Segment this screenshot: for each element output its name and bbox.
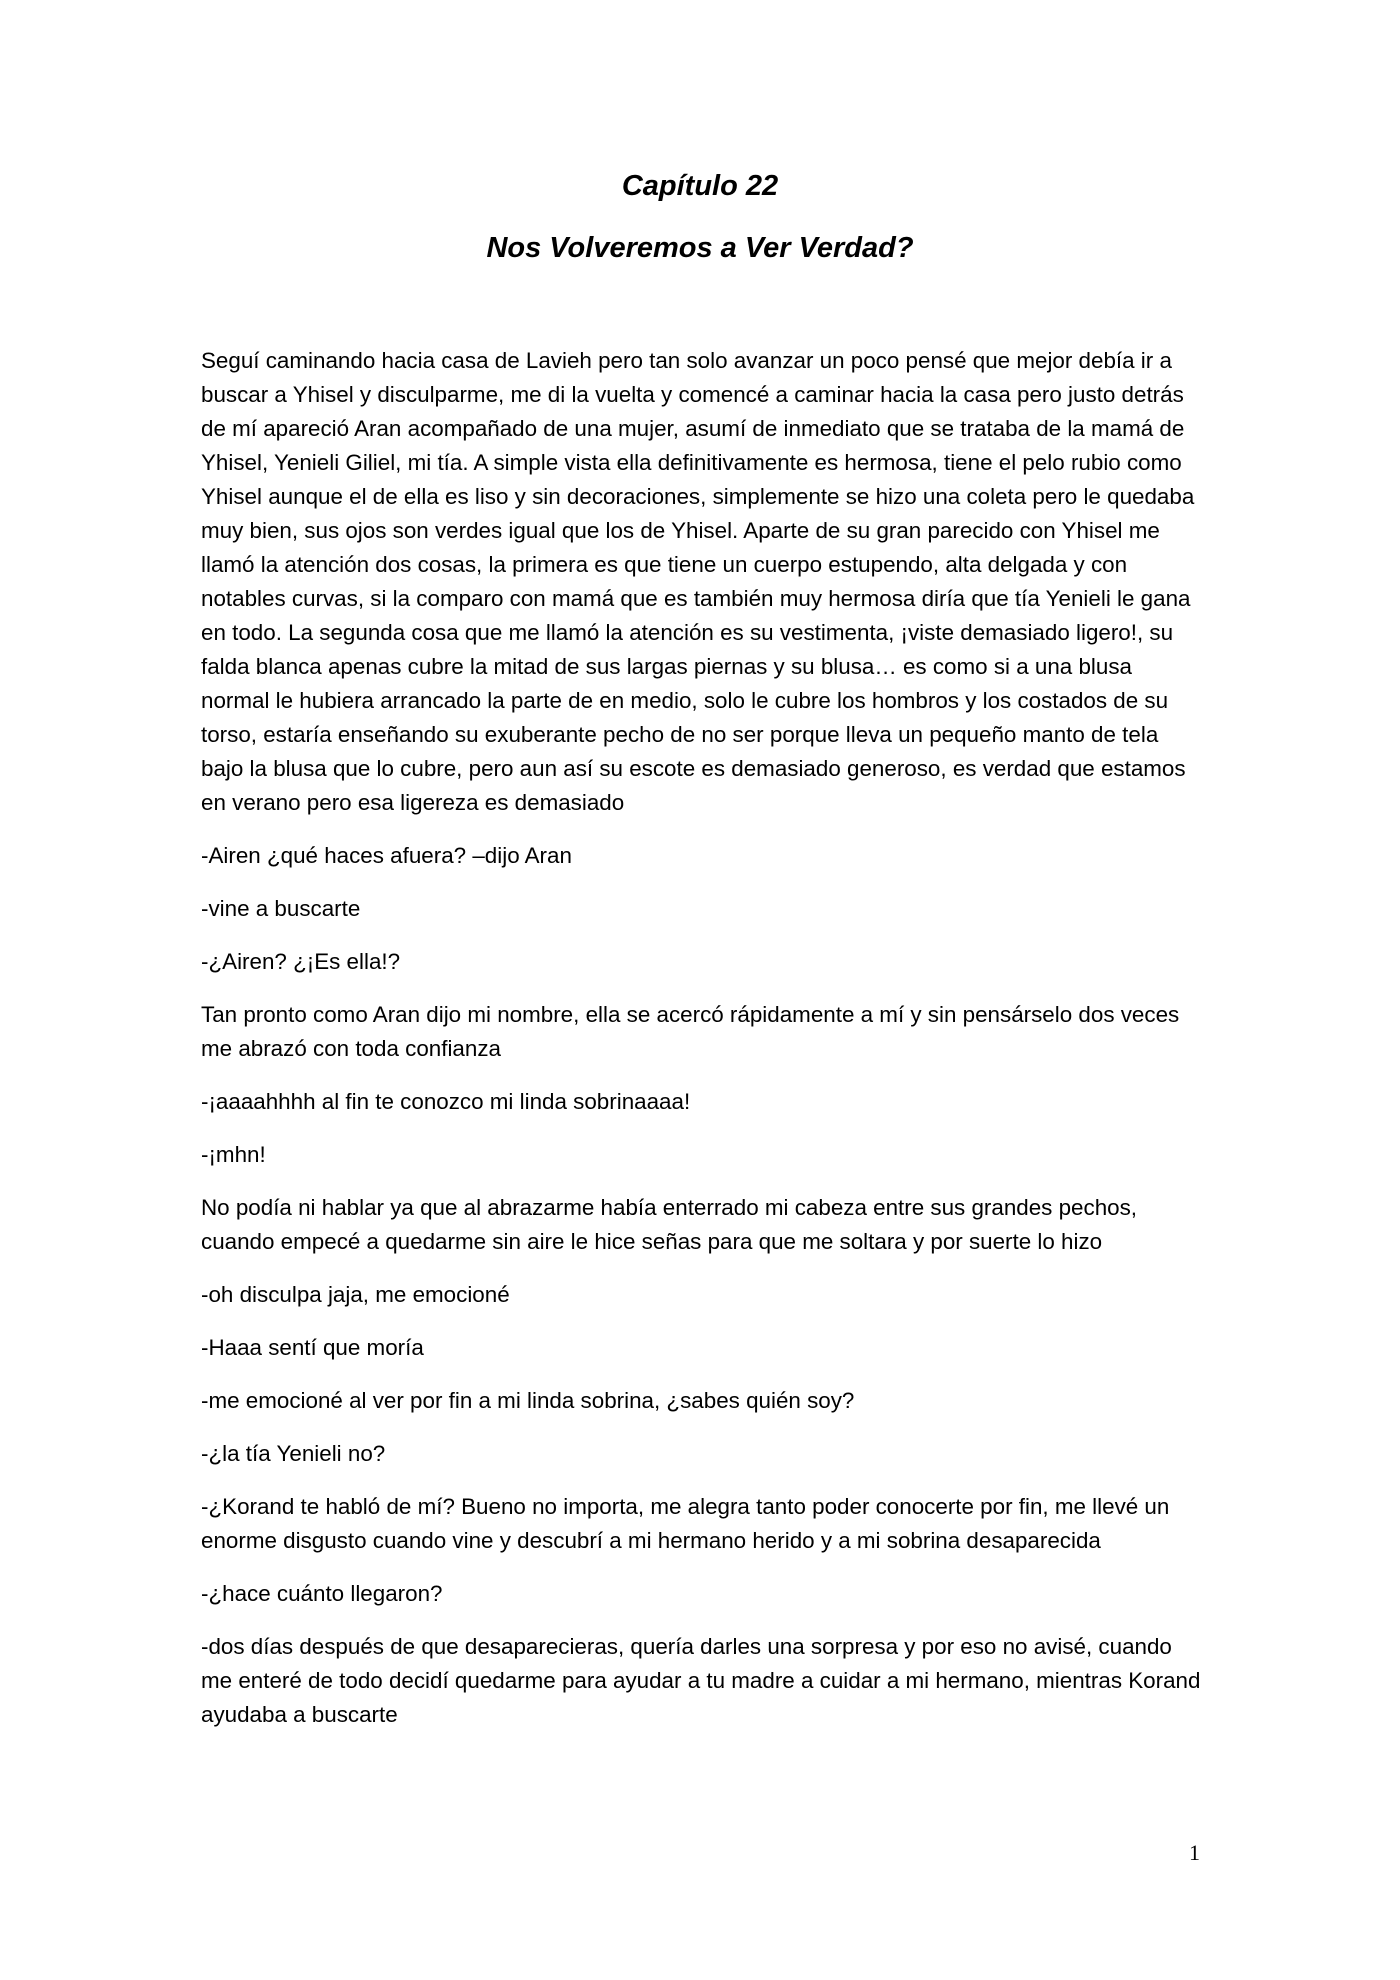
paragraph: -¿hace cuánto llegaron? (201, 1581, 443, 1606)
paragraph: -¿Korand te habló de mí? Bueno no importa, me alegra tanto poder conocerte por fin, me llevé un enorme disgusto cuando vine y descubrí a mi hermano herido y a mi sobrina desaparecida (201, 1494, 1170, 1553)
paragraph: -¡mhn! (201, 1142, 266, 1167)
paragraph: -Haaa sentí que moría (201, 1335, 424, 1360)
paragraph: -oh disculpa jaja, me emocioné (201, 1282, 510, 1307)
chapter-number: Capítulo 22 (621, 170, 779, 202)
paragraph: No podía ni hablar ya que al abrazarme había enterrado mi cabeza entre sus grandes pechos, cuando empecé a quedarme sin aire le hice señas para que me soltara y por suerte lo hizo (201, 1195, 1138, 1254)
paragraph: -Airen ¿qué haces afuera? –dijo Aran (201, 843, 572, 868)
paragraph: -vine a buscarte (201, 896, 361, 921)
paragraph: Seguí caminando hacia casa de Lavieh pero tan solo avanzar un poco pensé que mejor debía ir a buscar a Yhisel y disculparme, me di la vuelta y comencé a caminar hacia la casa pero justo detrás de mí apareció Aran acompañado de una mujer, asumí de inmediato que se trataba de la mamá de Yhisel, Yenieli Giliel, mi tía. A simple vista ella definitivamente es hermosa, tiene el pelo rubio como Yhisel aunque el de ella es liso y sin decoraciones, simplemente se hizo una coleta pero le quedaba muy bien, sus ojos son verdes igual que los de Yhisel. Aparte de su gran parecido con Yhisel me llamó la atención dos cosas, la primera es que tiene un cuerpo estupendo, alta delgada y con notables curvas, si la comparo con mamá que es también muy hermosa diría que tía Yenieli le gana en todo. La segunda cosa que me llamó la atención es su vestimenta, ¡viste demasiado ligero!, su falda blanca apenas cubre la mitad de sus largas piernas y su blusa… es como si a una blusa normal le hubiera arrancado la parte de en medio, solo le cubre los hombros y los costados de su torso, estaría enseñando su exuberante pecho de no ser porque lleva un pequeño manto de tela bajo la blusa que lo cubre, pero aun así su escote es demasiado generoso, es verdad que estamos en verano pero esa ligereza es demasiado (201, 348, 1195, 815)
paragraph: -dos días después de que desaparecieras, quería darles una sorpresa y por eso no avisé, cuando me enteré de todo decidí quedarme para ayudar a tu madre a cuidar a mi hermano, mientras Korand ayudaba a buscarte (201, 1634, 1201, 1727)
body-text (201, 344, 1201, 1751)
chapter-title: Nos Volveremos a Ver Verdad? (486, 232, 914, 264)
paragraph: -¿Airen? ¿¡Es ella!? (201, 949, 401, 974)
page-number: 1 (1189, 1840, 1200, 1865)
paragraph: -me emocioné al ver por fin a mi linda sobrina, ¿sabes quién soy? (201, 1388, 855, 1413)
paragraph: -¡aaaahhhh al fin te conozco mi linda sobrinaaaa! (201, 1089, 691, 1114)
paragraph: -¿la tía Yenieli no? (201, 1441, 386, 1466)
paragraph: Tan pronto como Aran dijo mi nombre, ella se acercó rápidamente a mí y sin pensárselo dos veces me abrazó con toda confianza (201, 1002, 1180, 1061)
